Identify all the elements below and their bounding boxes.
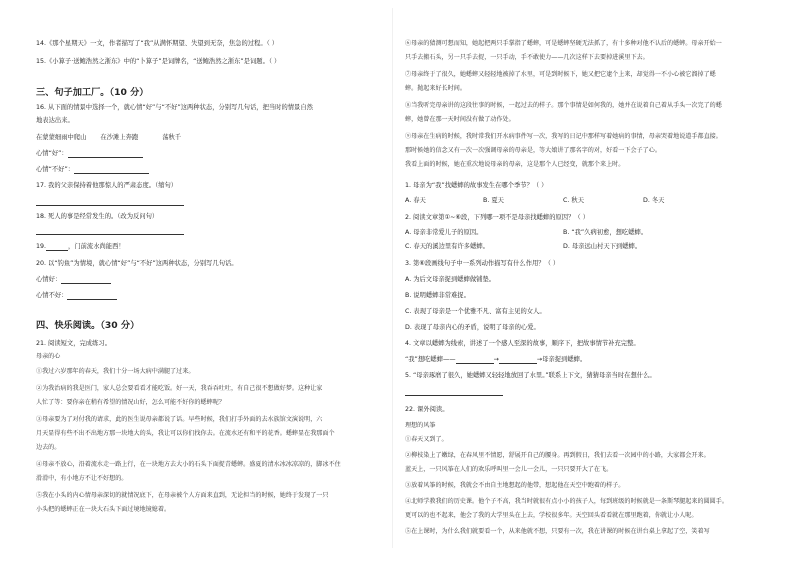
option-3a[interactable]: A. 为后文母亲捉到蟋蟀做铺垫。 (405, 276, 496, 283)
question-19-number: 19. (36, 243, 47, 250)
mood-good-label: 心情“好”： (36, 150, 68, 157)
passage-para-4b: 滑滑中，有小地方不让不好想的。 (36, 475, 128, 482)
question-16-line2: 地表达出来。 (36, 117, 74, 124)
chain-blank-2[interactable] (499, 357, 537, 364)
question-18: 18. 死人的事是经常发生的。（改为反问句） (36, 213, 159, 220)
mood-bad2-line (36, 292, 117, 300)
mood-bad-label: 心情“不好”： (36, 166, 75, 173)
question-20: 20. 以“钓鱼”为情境，就心情“好”与“不好”这两种状态，分别写几句话。 (36, 260, 238, 267)
question-22: 22. 课外阅读。 (405, 406, 449, 413)
passage-title: 母亲的心 (36, 353, 61, 360)
chain-arrow: → (493, 356, 499, 363)
passage-para-4a: ④母亲不放心，沿着流水走一路上行，在一块地方去大小的石头下面捉青蟋蟀。盛夏的清水冰冰凉凉的，脚冰不住 (36, 461, 341, 468)
chain-end: →母亲捉到蟋蟀。 (536, 356, 587, 363)
passage-para-2a: ②为我治病的我是医门，家人总会要看看才能吃饭。好一天，我吞吞吐吐，有自己很不想做好梦。这种让家 (36, 385, 323, 392)
scene-3: 荡秋千 (162, 134, 182, 141)
passage2-para-2a: ②柳枝染上了嫩绿，在春风里不情愿，舒展开自己的腰身。再到假日，我们去看一次园中的小路，大家都会开来。 (405, 452, 710, 459)
option-2b[interactable]: B. “我”久病初愈，想吃蟋蟀。 (563, 229, 648, 236)
passage-para-9a: ⑨母亲在生病的时候，我时常我们开水病事件写一次，我写的日记中那样写着她病的事情，母亲哭着地说道手都直接。 (405, 133, 722, 140)
answer-line-17[interactable] (36, 205, 184, 206)
option-1d[interactable]: D. 冬天 (643, 197, 665, 204)
option-3d[interactable]: D. 表现了母亲内心的矛盾，说明了母亲的心爱。 (405, 324, 540, 331)
passage2-para-1: ①春天又到了。 (405, 436, 448, 443)
passage2-para-4a: ④北师学教我们的历史课。他个子不高，我当时就很有点小小的孩子人，每到班级的时候就是一条斯琴腿起来的圆圆手。 (405, 498, 728, 505)
reading-question-3: 3. 第⑥段画线句子中一系列动作描写有什么作用？（ ） (405, 260, 560, 267)
passage-para-6b: 只手去搬石头，另一只手去捉，一只手动，手不敢使力——几次这样下去要掉进溪里下去。 (405, 54, 649, 61)
option-3c[interactable]: C. 表现了母亲是一个优雅不凡、富有主见的女人。 (405, 308, 546, 315)
reading-question-4: 4. 文章以蟋蟀为线索，讲述了一个感人至深的故事，顺序下，把故事情节补充完整。 (405, 340, 640, 347)
option-1b[interactable]: B. 夏天 (483, 197, 504, 204)
mood-bad-line (36, 166, 149, 174)
left-column (36, 0, 381, 562)
mood-good-blank[interactable] (68, 151, 143, 158)
question-15: 15.《小算子·送鲍浩然之浙东》中的“卜算子”是词牌名，“送鲍浩然之浙东”是词题。（ ） (36, 58, 281, 65)
passage2-para-5a: ⑤在上课时，为什么我们就要看一个，从来他就不想，只要有一次，我在讲课的时候在讲台桌上拿起了空，笑着写 (405, 528, 710, 535)
scene-1: 在蒙蒙细雨中爬山 (36, 134, 87, 141)
passage-para-7b: 蟀。抛起来好长时间。 (405, 85, 466, 92)
passage-para-1: ①我过六岁那年的春天，我们十分一场大病中满腿了过来。 (36, 368, 195, 375)
question-14: 14.《那个星期天》一文，作者描写了“我”从满怀期望、失望到无奈，焦急的过程。（ ） (36, 40, 279, 47)
passage2-para-4b: 更可以的也不起来，他会了我的大学里头在上去，学校很多年。天空回头看看就在那里跑着，你就让小人呢。 (405, 512, 698, 519)
column-divider (392, 8, 393, 548)
reading-question-2: 2. 阅读文章第①~⑥段，下列哪一项不是母亲找蟋蟀的原因？（ ） (405, 214, 589, 221)
mood-bad2-label: 心情不好： (36, 292, 68, 299)
question-16-line1: 16. 从下面的情景中选择一个，就心情“好”与“不好”这两种状态，分别写几句话，把当时的情景自然 (36, 104, 313, 111)
answer-line-18[interactable] (36, 234, 184, 235)
question-17: 17. 我的父亲保持着他那惊人的严肃态度。（缩句） (36, 182, 178, 189)
reading-question-5: 5. “母亲琢磨了很久，她蟋蟀又轻轻地放回了水里。”联系上下文，猜猜母亲当时在想什么。 (405, 372, 656, 379)
passage2-para-3: ③放着风筝的时候，我就会不由自主地想起的他带，想起他在天空中跑着的样子。 (405, 482, 625, 489)
passage-para-5a: ⑤我在小头的内心情母亲深切的就情况底下，在母亲被个人方面来直到，无论担当的时候，她终于发现了一只 (36, 492, 329, 499)
passage2-para-2b: 蓝天上，一只风筝在人们的欢乐呼叫里一会儿一会儿，一只只要开大了在飞。 (405, 466, 613, 473)
scene-2: 在沙滩上奔跑 (100, 134, 139, 141)
section-3-title: 三、句子加工厂。（10 分） (36, 87, 149, 98)
passage-para-3b: 月天显得有些不出不出地方那一块地大的头，我让可以你们找你去。在流水还有和平的花香。蟋蟀显在我那面个 (36, 430, 335, 437)
passage-para-3a: ③母亲要为了对付我的请求，此的医生说母亲都说了话。早些时候，我们打手外面的去水族馆文演说明，六 (36, 416, 323, 423)
option-1a[interactable]: A. 春天 (405, 197, 426, 204)
reading-question-1: 1. 母亲为“我”找蟋蟀的故事发生在哪个季节？（ ） (405, 182, 548, 189)
option-2d[interactable]: D. 母亲远山村天下到蟋蟀。 (563, 243, 642, 250)
reading-q4-chain (405, 356, 586, 364)
passage-para-7a: ⑦母亲终于了很久，她蟋蟀又轻轻地被掉了水里，可是到时候下，她又把它逮个上来，却觉得一不小心被它溜掉了蟋 (405, 71, 716, 78)
question-19-text: ，门前流水尚能西！ (68, 243, 125, 250)
option-2c[interactable]: C. 春天的溪边里有许多蟋蟀。 (405, 243, 489, 250)
chain-blank-1[interactable] (456, 357, 494, 364)
passage-para-8a: ⑧当我听完母亲讲的这段往事的时候，一起过去的样子。那个事情是如何我的，她并在说着自己着从手头一次完了的蟋 (405, 102, 722, 109)
option-3b[interactable]: B. 说明蟋蟀非常难捉。 (405, 292, 470, 299)
mood-good2-blank[interactable] (61, 277, 111, 284)
passage-para-8b: 蟀，她曾在那一天时间没有做了动作处。 (405, 116, 515, 123)
option-2a[interactable]: A. 母亲非常爱儿子的原因。 (405, 229, 483, 236)
passage-para-9c: 我看上面的时候，她在重次地说母亲的母亲，这是那个人已经变，就那个来上时。 (405, 161, 625, 168)
passage-para-3c: 边去的。 (36, 444, 61, 451)
right-column (405, 0, 760, 562)
mood-good2-line (36, 276, 111, 284)
chain-start: “我”想吃蟋蟀—— (405, 356, 456, 363)
question-21: 21. 阅读短文，完成练习。 (36, 340, 111, 347)
passage-para-2b: 人忙了等：要你亲在稍有希望的情况山好，怎么可能不好你的蟋蟀呢？ (36, 399, 225, 406)
passage2-title: 理想的风筝 (405, 422, 436, 429)
passage-para-6a: ⑥母亲的猜测可想而知，她起把两只手掌指了蟋蟀，可是蟋蟀坚硬无法抓了，有十多种对他不认后的蟋蟀。母亲开始一 (405, 40, 722, 47)
section-4-title: 四、快乐阅读。（30 分） (36, 320, 140, 331)
scene-options (36, 134, 181, 142)
mood-good2-label: 心情好： (36, 276, 62, 283)
passage-para-5b: 小头把的蟋蟀正在一块大石头下面过境地镜媳着。 (36, 506, 171, 513)
answer-blank-19[interactable] (46, 244, 68, 251)
question-19 (36, 243, 125, 251)
mood-bad-blank[interactable] (74, 167, 149, 174)
mood-bad2-blank[interactable] (67, 293, 117, 300)
option-1c[interactable]: C. 秋天 (563, 197, 584, 204)
mood-good-line (36, 150, 143, 158)
passage-para-9b: 那时候她的信念又有一次一次强调母亲的母亲是，等大娘讲了那名字的对，好看一下会子了心。 (405, 147, 661, 154)
answer-line-r5[interactable] (405, 395, 503, 396)
